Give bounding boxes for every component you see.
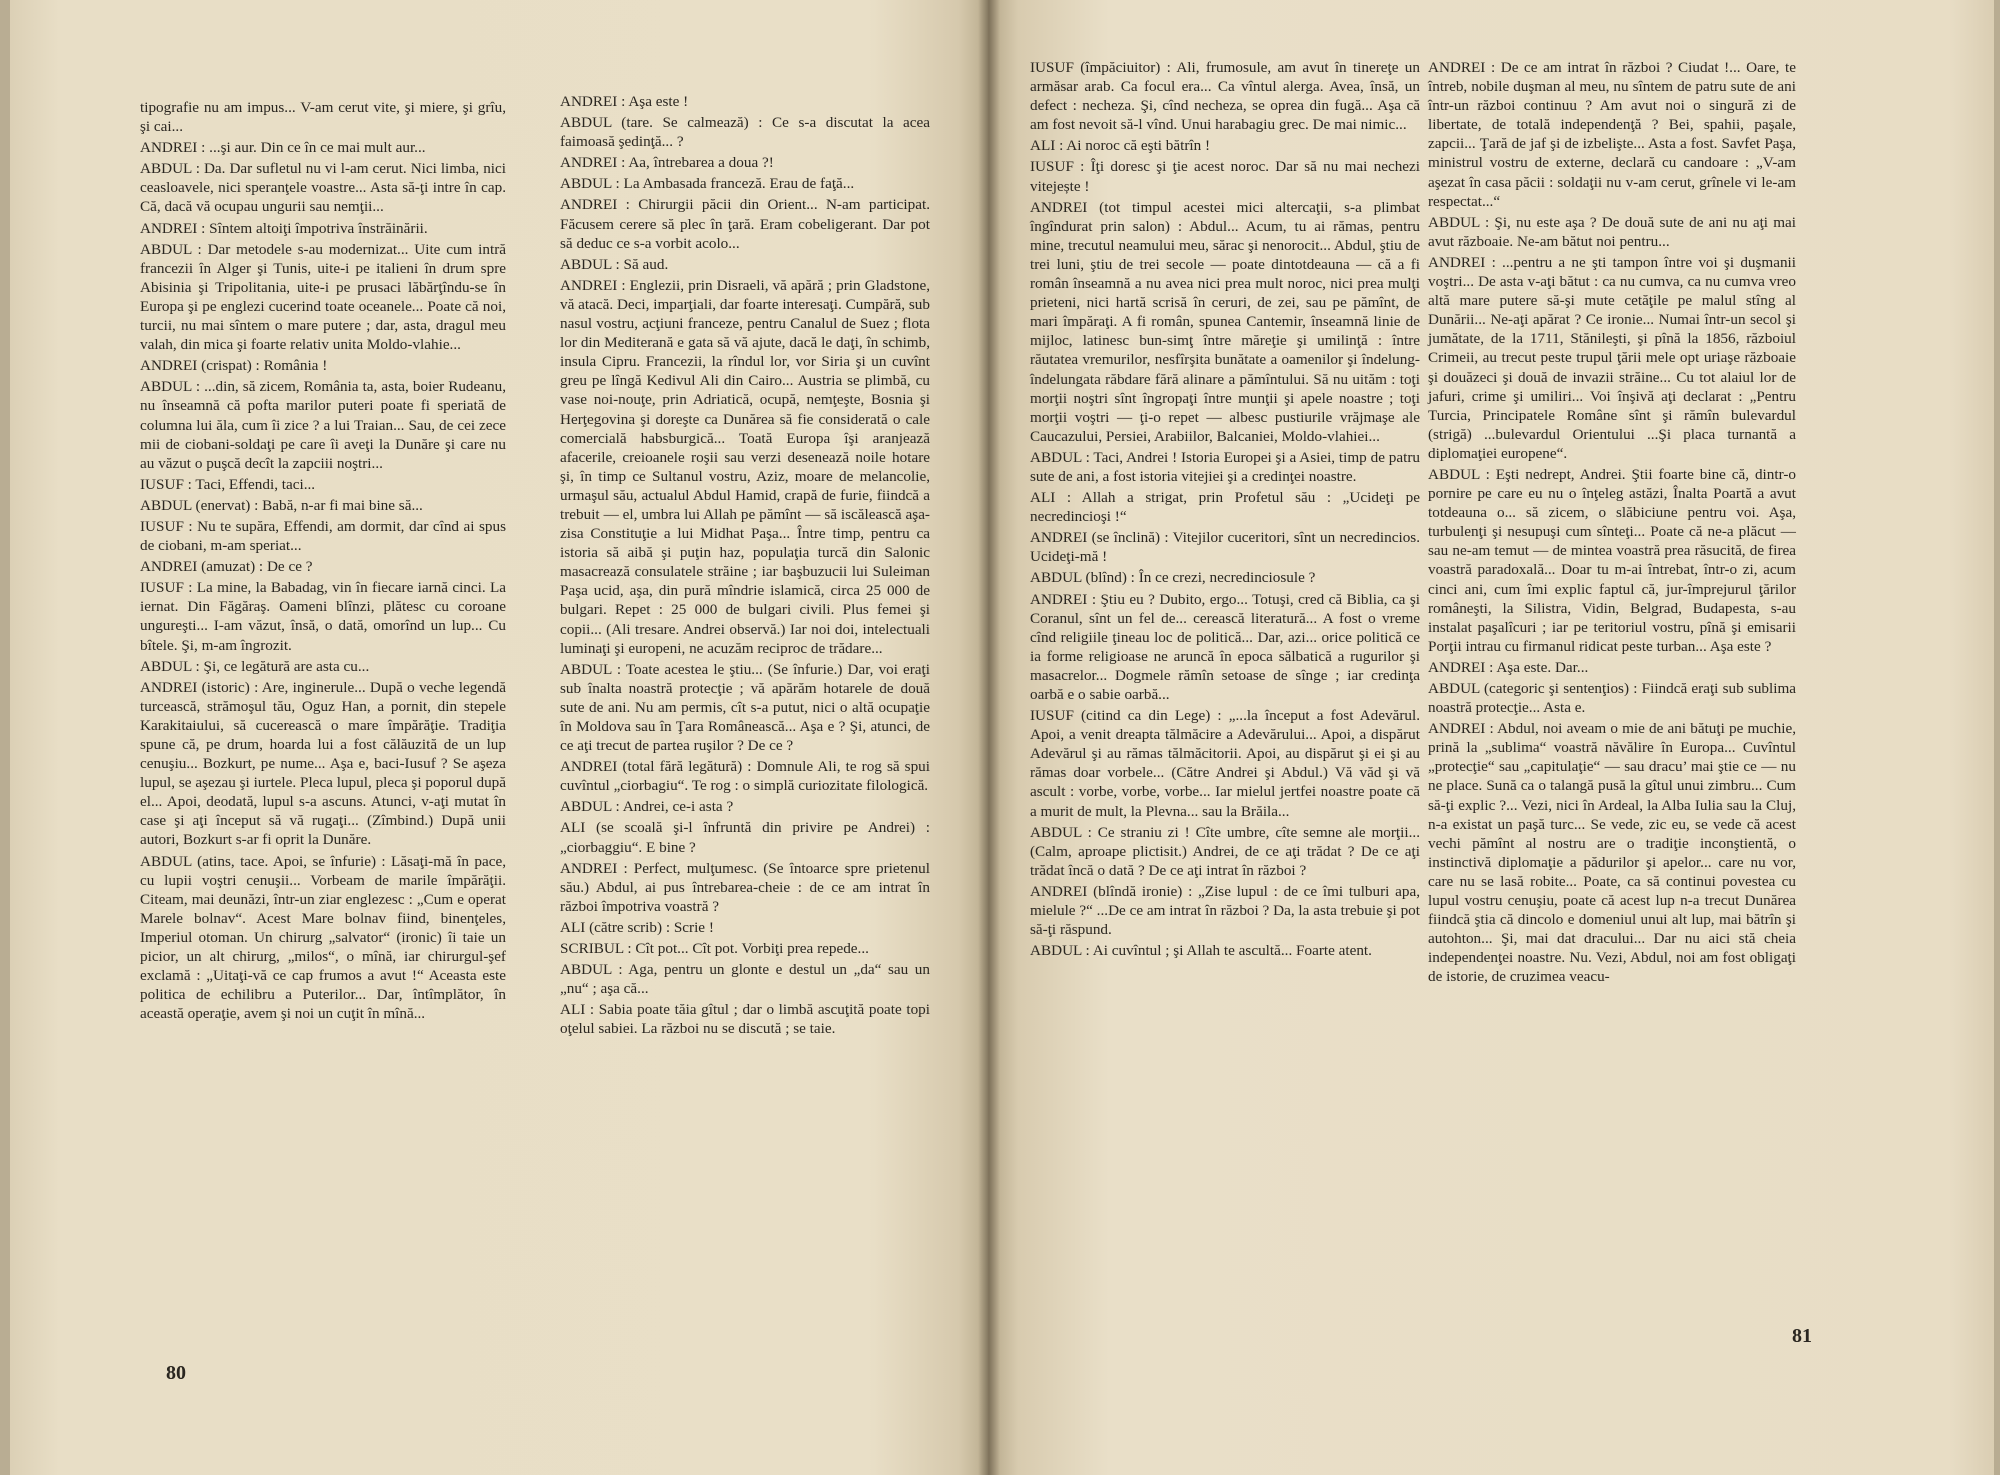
paragraph: ALI : Allah a strigat, prin Profetul său : „Ucideţi pe necredincioşi !“ — [1030, 489, 1420, 526]
paragraph: ANDREI (istoric) : Are, inginerule... După o veche legendă turcească, strămoşul tău, Oguz Han, a pornit, din stepele Karakitaiului, să cucerească o mare împărăţie. Tradiţia spune că, pe drum, hoarda lui a fost călăuzită de un lup cenuşiu... Bozkurt, pe nume... Aşa e, baci-Iusuf ? Se aşeza lupul, se aşezau şi iurtele. Pleca lupul, pleca şi poporul după el... Apoi, deodată, lupul s-a ascuns. Atunci, v-aţi mutat în case şi aţi început să vă rugaţi... (Zîmbind.) După unii autori, Bozkurt s-ar fi oprit la Dunăre. — [140, 678, 506, 849]
paragraph: ANDREI : Abdul, noi aveam o mie de ani bătuţi pe muchie, prină la „sublima“ voastră năvălire în Europa... Cuvîntul „protecţie“ sau „capitulaţie“ — sau dracu’ mai ştie ce — nu ne place. Sună ca o talangă pusă la gîtul unui zimbru... Cum să-ţi explic ?... Vezi, nici în Ardeal, la Alba Iulia sau la Cluj, n-a existat un paşă turc... Se vede, zic eu, se vede că acest vechi pămînt al nostru are o tradiţie inconştientă, o instinctivă diplomaţie a pădurilor şi apelor... care nu vor, care nu se lasă robite... Poate, ca să continui povestea cu lupul vostru cenuşiu, poate că acest lup n-a trecut Dunărea fiindcă ştia că dincolo e domeniul unui alt lup, mai bătrîn şi autohton... Şi, mai dat dracului... Dar nu aici stă cheia independenţei noastre. Nu. Vezi, Abdul, noi am fost obligaţi de istorie, de cruzimea veacu- — [1428, 720, 1796, 986]
paragraph: ABDUL (atins, tace. Apoi, se înfurie) : Lăsaţi-mă în pace, cu lupii voştri cenuşii... Vorbeam de marile împărăţii. Citeam, mai deunăzi, într-un ziar englezesc : „Cum e operat Marele bolnav“. Acest Mare bolnav fiind, binenţeles, Imperiul otoman. Un chirurg „salvator“ (ironic) îi taie un picior, un alt chirurg, „milos“, o mînă, iar chirurgul-şef exclamă : „Uitaţi-vă ce cap frumos a avut !“ Aceasta este politica de echilibru a Puterilor... Dar, întîmplător, în această operaţie, avem şi noi un cuţit în mînă... — [140, 852, 506, 1023]
paragraph: ABDUL : Aga, pentru un glonte e destul un „da“ sau un „nu“ ; aşa că... — [560, 961, 930, 998]
book-gutter — [978, 0, 1000, 1475]
paragraph: ABDUL : Andrei, ce-i asta ? — [560, 798, 734, 816]
paragraph: ABDUL : Să aud. — [560, 255, 669, 273]
left-page-edge — [0, 0, 10, 1475]
left-page-column-1 — [140, 98, 506, 1025]
paragraph: IUSUF : La mine, la Babadag, vin în fiecare iarnă cinci. La iernat. Din Făgăraş. Oameni blînzi, plătesc cu coroane ungureşti... I-am văzut, însă, o dată, omorînd un lup... Cu bîtele. Şi, m-am îngrozit. — [140, 579, 506, 654]
paragraph: ABDUL : La Ambasada franceză. Erau de faţă... — [560, 175, 855, 193]
paragraph: ANDREI (tot timpul acestei mici altercaţii, s-a plimbat îngîndurat prin salon) : Abdul... Acum, tu ai rămas, pentru mine, trecutul neamului meu, sărac şi nenorocit... Abdul, ştiu de trei luni, ştiu de trei secole — poate dintotdeauna — că a fi român înseamnă a nu avea nici prea mult noroc, nici prea mulţi prieteni, nici hartă scrisă în ceruri, de zei, sau pe pămînt, de mari împăraţi. A fi român, spunea Cantemir, înseamnă linie de mijloc, latinesc bun-simţ între măreţie şi umilinţă : între răutatea vremurilor, nesfîrşita bunătate a oamenilor şi îndelung-îndelungata răbdare fără alinare a pămîntului. Să nu uităm : toţi morţii noştri sînt îngropaţi între munţii şi apele noastre ; toţi morţii voştri — ţi-o repet — albesc pustiurile vrăjmaşe ale Caucazului, Persiei, Arabiilor, Balcaniei, Moldo-vlahiei... — [1030, 198, 1420, 445]
right-page — [988, 0, 2000, 1475]
paragraph: ABDUL (blînd) : În ce crezi, necredinciosule ? — [1030, 569, 1316, 587]
right-page-column-2 — [1428, 58, 1796, 989]
paragraph: ALI (către scrib) : Scrie ! — [560, 918, 714, 936]
paragraph: ANDREI : Englezii, prin Disraeli, vă apără ; prin Gladstone, vă atacă. Deci, imparţiali, dar foarte interesaţi. Cumpără, sub nasul vostru, acţiuni franceze, pentru Canalul de Suez ; flota lor din Mediterană e gata să vă ajute, dacă le daţi, în schimb, insula Cipru. Francezii, la rîndul lor, vor Siria şi un cuvînt greu pe lîngă Kedivul Ali din Cairo... Austria se plimbă, cu vase noi-nouţe, prin Adriatică, ocupă, nemţeşte, Bosnia şi Herţegovina şi doreşte ca Dunărea să fie considerată o cale comercială habsburgică... Toată Europa îşi aranjează afacerile, creioanele roşii sau verzi desenează noile hotare şi, în timp ce Sultanul vostru, Aziz, moare de melancolie, urmaşul său, actualul Abdul Hamid, crapă de furie, fiindcă a trebuit — el, umbra lui Allah pe pămînt — să iscălească aşa-zisa Constituţie a lui Midhat Paşa... Între timp, pentru ca istoria să aibă şi puţin haz, populaţia turcă din Salonic masacrează consulatele străine ; iar başbuzucii lui Suleiman Paşa ucid, aşa, din pură mîndrie islamică, circa 25 000 de bulgari. Repet : 25 000 de bulgari civili. Plus femei şi copii... (Ali tresare. Andrei observă.) Iar noi doi, intelectuali luminaţi şi europeni, ne acuzăm reciproc de trădare... — [560, 276, 930, 657]
paragraph: ABDUL : Şi, nu este aşa ? De două sute de ani nu aţi mai avut războaie. Ne-am bătut noi pentru... — [1428, 213, 1796, 250]
paragraph: ANDREI : Sîntem altoiţi împotriva înstrăinării. — [140, 219, 428, 237]
paragraph: ANDREI : Aşa este ! — [560, 93, 689, 110]
paragraph: ANDREI : Chirurgii păcii din Orient... N-am participat. Făcusem cerere să plec în ţară. Eram cobeligerant. Dar pot să deduc ce s-a vorbit acolo... — [560, 196, 930, 252]
paragraph: ABDUL : Toate acestea le ştiu... (Se înfurie.) Dar, voi eraţi sub înalta noastră protecţie ; vă apărăm hotarele de două sute de ani. Nu am permis, cît s-a putut, nici o altă ocupaţie în Moldova sau în Ţara Românească... Aşa e ? Şi, atunci, de ce aţi trecut de partea ruşilor ? De ce ? — [560, 660, 930, 755]
paragraph: ALI : Ai noroc că eşti bătrîn ! — [1030, 137, 1211, 155]
paragraph: SCRIBUL : Cît pot... Cît pot. Vorbiţi prea repede... — [560, 940, 869, 958]
paragraph: IUSUF (citind ca din Lege) : „...la început a fost Adevărul. Apoi, a venit dreapta tălmăcire a Adevărului... Apoi, a dispărut Adevărul şi au rămas tălmăcitorii. Apoi, au dispărut şi ei şi au rămas doar vorbele... (Către Andrei şi Abdul.) Vă văd şi vă ascult : vorbe, vorbe, vorbe... Iar mielul jertfei noastre poate că a murit de mult, la Plevna... sau la Brăila... — [1030, 707, 1420, 820]
paragraph: ABDUL : Şi, ce legătură are asta cu... — [140, 657, 370, 675]
paragraph: ABDUL : Da. Dar sufletul nu vi l-am cerut. Nici limba, nici ceasloavele, nici speranţele voastre... Asta să-ţi intre în cap. Că, dacă vă ocupau ungurii sau nemţii... — [140, 160, 506, 216]
paragraph: ANDREI (crispat) : România ! — [140, 357, 328, 375]
paragraph: ABDUL : Dar metodele s-au modernizat... Uite cum intră francezii în Alger şi Tunis, uite-i pe italieni în drum spre Abisinia şi Tripolitania, uite-i pe prusaci lăbărţîndu-se în Europa şi pe englezi cucerind toate oceanele... Poate că noi, turcii, nu mai sîntem o mare putere ; dar, asta, dragul meu valah, din mica şi foarte relativ unita Moldo-vlahie... — [140, 240, 506, 354]
left-page — [0, 0, 988, 1475]
paragraph: ANDREI : ...şi aur. Din ce în ce mai mult aur... — [140, 139, 426, 157]
paragraph: IUSUF : Taci, Effendi, taci... — [140, 475, 316, 493]
paragraph: ALI (se scoală şi-l înfruntă din privire pe Andrei) : „ciorbaggiu“. E bine ? — [560, 819, 930, 856]
paragraph: ANDREI : Perfect, mulţumesc. (Se întoarce spre prietenul său.) Abdul, ai pus întrebarea-cheie : de ce am intrat în război împotriva voastră ? — [560, 859, 930, 915]
paragraph: ABDUL (tare. Se calmează) : Ce s-a discutat la acea faimoasă şedinţă... ? — [560, 114, 930, 151]
paragraph: ABDUL (enervat) : Babă, n-ar fi mai bine să... — [140, 496, 423, 514]
right-page-column-1 — [1030, 58, 1420, 962]
paragraph: IUSUF (împăciuitor) : Ali, frumosule, am avut în tinereţe un armăsar arab. Ca focul era... Ca vîntul alerga. Avea, însă, un defect : necheza. Şi, cînd necheza, se oprea din fugă... Aşa că am fost nevoit să-l vînd. Unui harabagiu grec. De mai nimic... — [1030, 59, 1420, 134]
paragraph: ANDREI : Ştiu eu ? Dubito, ergo... Totuşi, cred că Biblia, ca şi Coranul, sînt un fel de... cerească literatură... A fost o vreme cînd religiile ţineau loc de politică... Dar, azi... orice politică ce ia forme religioase ne aruncă în epoca sălbatică a rugurilor şi masacrelor... Dogmele rămîn setoase de sînge ; iar credinţa oarbă e o sabie oarbă... — [1030, 590, 1420, 703]
paragraph: ABDUL (categoric şi sentenţios) : Fiindcă eraţi sub sublima noastră protecţie... Asta e. — [1428, 680, 1796, 717]
page-number-right: 81 — [1792, 1325, 1812, 1347]
paragraph: ANDREI : ...pentru a ne şti tampon între voi şi duşmanii voştri... De asta v-aţi bătut : ca nu cumva, ca nu cumva vreo altă mare putere să-şi mute cetăţile pe malul stîng al Dunării... Ne-aţi apărat ? Ce ironie... Numai într-un secol şi jumătate, de la 1711, Stănileşti, şi pînă la 1856, războiul Crimeii, au trecut peste trupul ţării mele opt uriaşe războaie şi douăzeci şi două de invazii străine... Cu tot alaiul lor de jafuri, crime şi umiliri... Voi înşivă aţi declarat : „Pentru Turcia, Principatele Române sînt şi rămîn bulevardul (strigă) ...bulevardul Orientului ...Şi placa turnantă a diplomaţiei europene“. — [1428, 253, 1796, 462]
paragraph: ANDREI (se înclină) : Vitejilor cuceritori, sînt un necredincios. Ucideţi-mă ! — [1030, 529, 1420, 566]
paragraph: ANDREI : Aa, întrebarea a doua ?! — [560, 154, 774, 172]
paragraph: ANDREI (total fără legătură) : Domnule Ali, te rog să spui cuvîntul „ciorbagiu“. Te rog : o simplă curiozitate filologică. — [560, 758, 930, 795]
paragraph: ALI : Sabia poate tăia gîtul ; dar o limbă ascuţită poate topi oţelul sabiei. La război nu se discută ; se taie. — [560, 1001, 930, 1038]
paragraph: ABDUL : ...din, să zicem, România ta, asta, boier Rudeanu, nu înseamnă că pofta marilor puteri poate fi speriată de columna lui ăla, cum îi zice ? a lui Traian... Sau, de cei zece mii de ciobani-soldaţi pe care îi aveţi la Dunăre şi care nu au văzut o puşcă decît la zapciii noştri... — [140, 378, 506, 472]
paragraph: ANDREI : Aşa este. Dar... — [1428, 658, 1589, 676]
left-page-column-2 — [560, 92, 930, 1041]
paragraph: ABDUL : Ai cuvîntul ; şi Allah te ascultă... Foarte atent. — [1030, 942, 1372, 960]
paragraph: IUSUF : Nu te supăra, Effendi, am dormit, dar cînd ai spus de ciobani, m-am speriat... — [140, 517, 506, 555]
right-page-edge — [1994, 0, 2000, 1475]
paragraph: ABDUL : Eşti nedrept, Andrei. Ştii foarte bine că, dintr-o pornire pe care eu nu o înţeleg astăzi, Înalta Poartă a avut totdeauna o... să zicem, o slăbiciune pentru voi. Aşa, turbulenţi şi nesupuşi cum sînteţi... Poate că ne-a plăcut — sau ne-am temut — de mintea voastră prea răsucită, de firea voastră paradoxală... Doar tu m-ai întrebat, într-o zi, acum cinci ani, cum îmi explic faptul că, jur-împrejurul ţărilor româneşti, la Silistra, Vidin, Belgrad, Budapesta, s-au instalat paşalîcuri ; iar pe teritoriul vostru, pînă şi emisarii Porţii intrau cu firmanul ridicat peste turban... Aşa este ? — [1428, 465, 1796, 655]
paragraph: ABDUL : Ce straniu zi ! Cîte umbre, cîte semne ale morţii... (Calm, aproape plictisit.) Andrei, de ce aţi trădat ? De ce aţi trădat încă o dată ? De ce aţi intrat în război ? — [1030, 823, 1420, 879]
paragraph: ABDUL : Taci, Andrei ! Istoria Europei şi a Asiei, timp de patru sute de ani, a fost istoria vitejiei şi a credinţei noastre. — [1030, 448, 1420, 485]
paragraph: ANDREI (amuzat) : De ce ? — [140, 558, 313, 576]
paragraph: IUSUF : Îţi doresc şi ţie acest noroc. Dar să nu mai nechezi vitejește ! — [1030, 158, 1420, 195]
page-number-left: 80 — [166, 1362, 186, 1384]
paragraph: ANDREI : De ce am intrat în război ? Ciudat !... Oare, te întreb, nobile duşman al meu, nu sîntem de patru sute de ani într-un război continuu ? Am avut noi o singură zi de libertate, de totală independenţă ? Bei, spahii, paşale, zapcii... Ţară de jaf şi de izbelişte... Asta a fost. Savfet Paşa, ministrul vostru de externe, declară cu candoare : „V-am aşezat în casa păcii : soldaţii nu v-am cerut, grînele vi le-am respectat...“ — [1428, 59, 1796, 210]
paragraph: tipografie nu am impus... V-am cerut vite, şi miere, şi grîu, şi cai... — [140, 99, 506, 136]
paragraph: ANDREI (blîndă ironie) : „Zise lupul : de ce îmi tulburi apa, mielule ?“ ...De ce am intrat în război ? Da, la asta trebuie şi pot să-ţi răspund. — [1030, 882, 1420, 939]
